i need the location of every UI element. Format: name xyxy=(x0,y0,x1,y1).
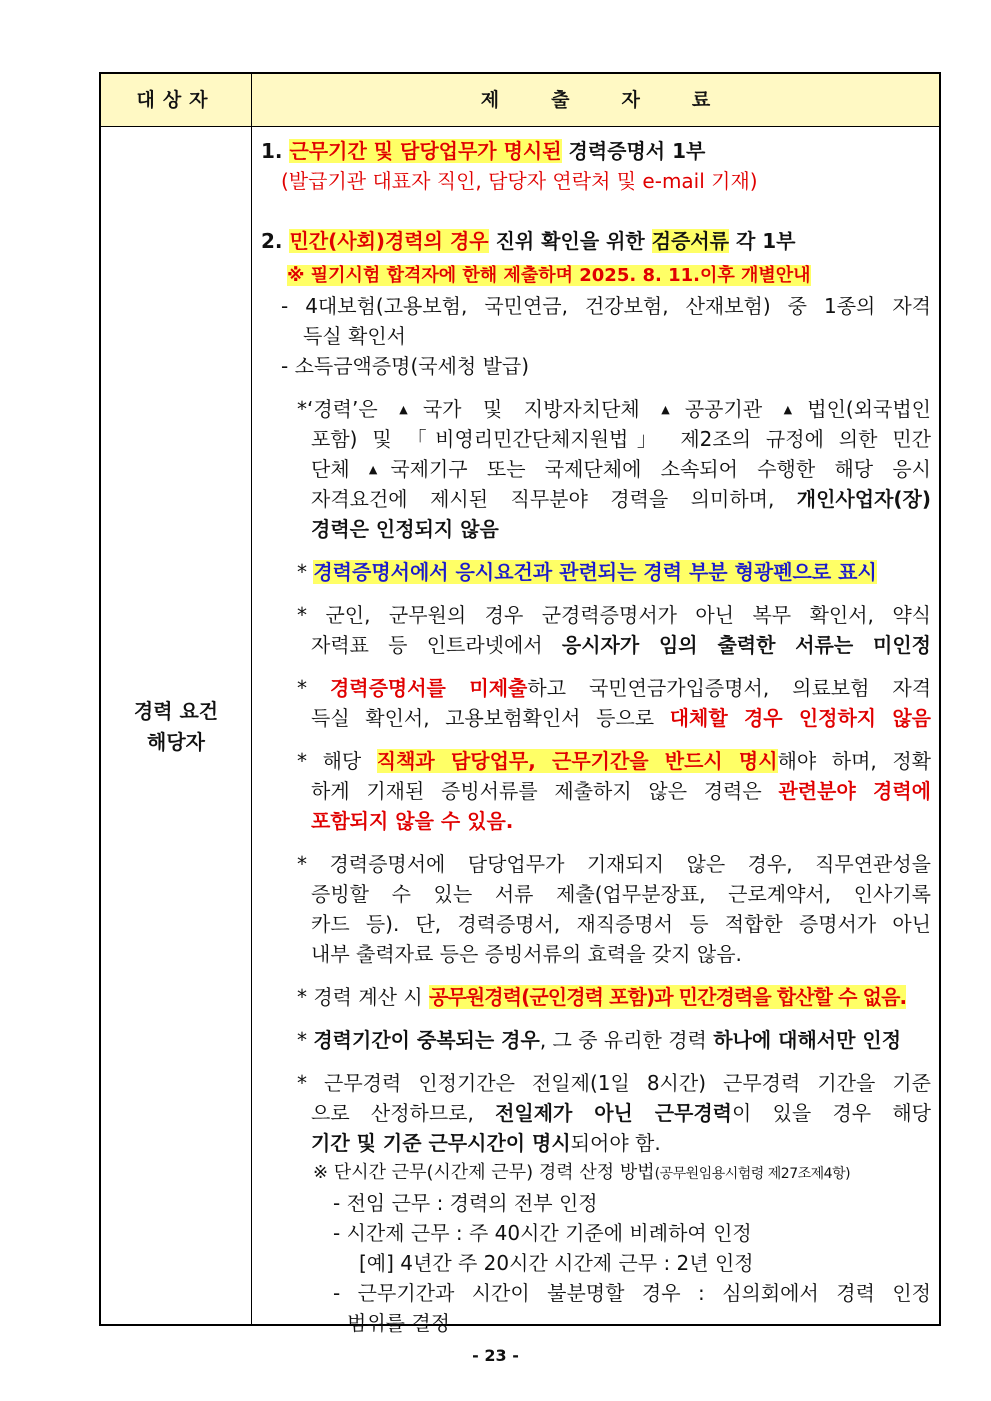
note8-a3: , 그 중 유리한 경력 xyxy=(539,1028,714,1052)
note9-line2 xyxy=(311,1098,931,1128)
note9-d2: (공무원임용시험령 제27조제4항) xyxy=(654,1166,851,1182)
item2-doc2: - 소득금액증명(국세청 발급) xyxy=(281,354,530,378)
note5-a2: 직책과 담당업무, 근무기간을 반드시 명시 xyxy=(376,749,778,773)
note9-b1: 으로 산정하므로, xyxy=(311,1101,496,1125)
note1-d1: 자격요건에 제시된 직무분야 경력을 의미하며, xyxy=(311,487,797,511)
note9-example: [예] 4년간 주 20시간 시간제 근무 : 2년 인정 xyxy=(359,1251,754,1275)
row-label xyxy=(101,696,251,758)
item1-highlight: 근무기간 및 담당업무가 명시된 xyxy=(289,139,562,163)
note5-line3: 포함되지 않을 수 있음. xyxy=(311,809,514,833)
note7-a1: * 경력 계산 시 xyxy=(297,985,430,1009)
column-divider xyxy=(251,74,252,1324)
note9-c2: 되어야 함. xyxy=(570,1131,661,1155)
item2-highlight2: 검증서류 xyxy=(651,229,729,253)
note5-line1 xyxy=(297,746,931,776)
note1-c1: 단체 xyxy=(311,457,369,481)
note1-line4 xyxy=(311,484,931,514)
note5-b2: 관련분야 경력에 xyxy=(778,779,931,803)
note1-line2: 포함) 및 「비영리민간단체지원법」 제2조의 규정에 의한 민간 xyxy=(311,427,931,451)
note3-line1: * 군인, 군무원의 경우 군경력증명서가 아닌 복무 확인서, 약식 xyxy=(297,603,931,627)
item2-doc1: - 4대보험(고용보험, 국민연금, 건강보험, 산재보험) 중 1종의 자격 xyxy=(281,294,931,318)
note3-line2 xyxy=(311,630,931,660)
note4-b1: 득실 확인서, 고용보험확인서 등으로 xyxy=(311,706,670,730)
row-label-line1: 경력 요건 xyxy=(133,699,219,723)
note4-a2: 경력증명서를 미제출 xyxy=(329,676,528,700)
note8-a2: 경력기간이 중복되는 경우 xyxy=(313,1028,540,1052)
note4-a1: * xyxy=(297,676,330,700)
item2-doc1-cont: 득실 확인서 xyxy=(303,324,406,348)
note8-a1: * xyxy=(297,1028,314,1052)
item2-mid: 진위 확인을 위한 xyxy=(488,229,652,253)
note9-part-time: - 시간제 근무 : 주 40시간 기준에 비례하여 인정 xyxy=(333,1221,752,1245)
note4-a3: 하고 국민연금가입증명서, 의료보험 자격 xyxy=(527,676,932,700)
requirements-table xyxy=(99,72,941,1335)
item1-note: (발급기관 대표자 직인, 담당자 연락처 및 e-mail 기재) xyxy=(281,169,758,193)
note1-line1 xyxy=(297,394,931,425)
note5-a3: 해야 하며, 정확 xyxy=(777,749,931,773)
note4-b2: 대체할 경우 인정하지 않음 xyxy=(669,706,931,730)
note9-unclear-cont: 범위를 결정 xyxy=(347,1311,450,1335)
row-label-line2: 해당자 xyxy=(147,730,205,754)
triangle-bullet-icon: ▲ xyxy=(661,403,685,416)
note2-text: 경력증명서에서 응시요건과 관련되는 경력 부분 형광펜으로 표시 xyxy=(313,560,877,584)
note9-line3 xyxy=(311,1128,661,1158)
note3-b1: 자력표 등 인트라넷에서 xyxy=(311,633,562,657)
note6-line2: 증빙할 수 있는 서류 제출(업무분장표, 근로계약서, 인사기록 xyxy=(311,882,931,906)
note9-b3: 이 있을 경우 해당 xyxy=(732,1101,931,1125)
note6-line4: 내부 출력자료 등은 증빙서류의 효력을 갖지 않음. xyxy=(311,942,742,966)
note1-line5: 경력은 인정되지 않음 xyxy=(311,517,499,541)
note5-a1: * 해당 xyxy=(297,749,377,773)
note9-method xyxy=(313,1158,850,1189)
note1-line3 xyxy=(311,454,931,485)
note9-c1: 기간 및 기준 근무시간이 명시 xyxy=(311,1131,571,1155)
note9-b2: 전일제가 아닌 근무경력 xyxy=(495,1101,733,1125)
note6-line3: 카드 등). 단, 경력증명서, 재직증명서 등 적합한 증명서가 아닌 xyxy=(311,912,931,936)
note1-d2: 개인사업자(장) xyxy=(796,487,931,511)
item2-highlight1: 민간(사회)경력의 경우 xyxy=(289,229,489,253)
note9-line1: * 근무경력 인정기간은 전일제(1일 8시간) 근무경력 기간을 기준 xyxy=(297,1071,931,1095)
note9-d1: ※ 단시간 근무(시간제 근무) 경력 산정 방법 xyxy=(313,1162,655,1183)
note1-a1: *‘경력’은 xyxy=(297,397,400,421)
note1-c2: 국제기구 또는 국제단체에 소속되어 수행한 해당 응시 xyxy=(390,457,932,481)
note7-a2: 공무원경력(군인경력 포함)과 민간경력을 합산할 수 없음. xyxy=(429,985,907,1009)
note7 xyxy=(297,982,906,1012)
item2-number: 2. xyxy=(261,229,283,253)
item2-notice-text: ※ 필기시험 합격자에 한해 제출하며 2025. 8. 11.이후 개별안내 xyxy=(287,265,811,286)
note1-a4: 법인(외국법인 xyxy=(807,397,932,421)
note1-a2: 국가 및 지방자치단체 xyxy=(422,397,662,421)
triangle-bullet-icon: ▲ xyxy=(399,403,423,416)
page-number: - 23 - xyxy=(472,1346,519,1365)
table-header xyxy=(101,74,939,127)
item2-notice xyxy=(287,261,811,291)
note5-b1: 하게 기재된 증빙서류를 제출하지 않은 경력은 xyxy=(311,779,779,803)
note8 xyxy=(297,1025,901,1055)
header-documents: 제출자료 xyxy=(480,89,763,111)
note3-b2: 응시자가 임의 출력한 서류는 미인정 xyxy=(561,633,931,657)
note1-a3: 공공기관 xyxy=(684,397,784,421)
note5-line2 xyxy=(311,776,931,806)
note4-line2 xyxy=(311,703,931,733)
item2-title xyxy=(261,226,795,256)
note2-star: * xyxy=(297,560,314,584)
item2-end: 각 1부 xyxy=(728,229,796,253)
item1-rest: 경력증명서 1부 xyxy=(561,139,706,163)
item1-number: 1. xyxy=(261,139,283,163)
note2 xyxy=(297,557,877,587)
triangle-bullet-icon: ▲ xyxy=(783,403,808,416)
header-target: 대상자 xyxy=(136,89,216,111)
note8-a4: 하나에 대해서만 인정 xyxy=(713,1028,902,1052)
note9-full-time: - 전임 근무 : 경력의 전부 인정 xyxy=(333,1191,598,1215)
triangle-bullet-icon: ▲ xyxy=(368,463,391,476)
item1-title xyxy=(261,136,705,166)
note4-line1 xyxy=(297,673,931,703)
note6-line1: * 경력증명서에 담당업무가 기재되지 않은 경우, 직무연관성을 xyxy=(297,852,931,876)
note9-unclear: - 근무기간과 시간이 불분명할 경우 : 심의회에서 경력 인정 xyxy=(333,1281,931,1305)
